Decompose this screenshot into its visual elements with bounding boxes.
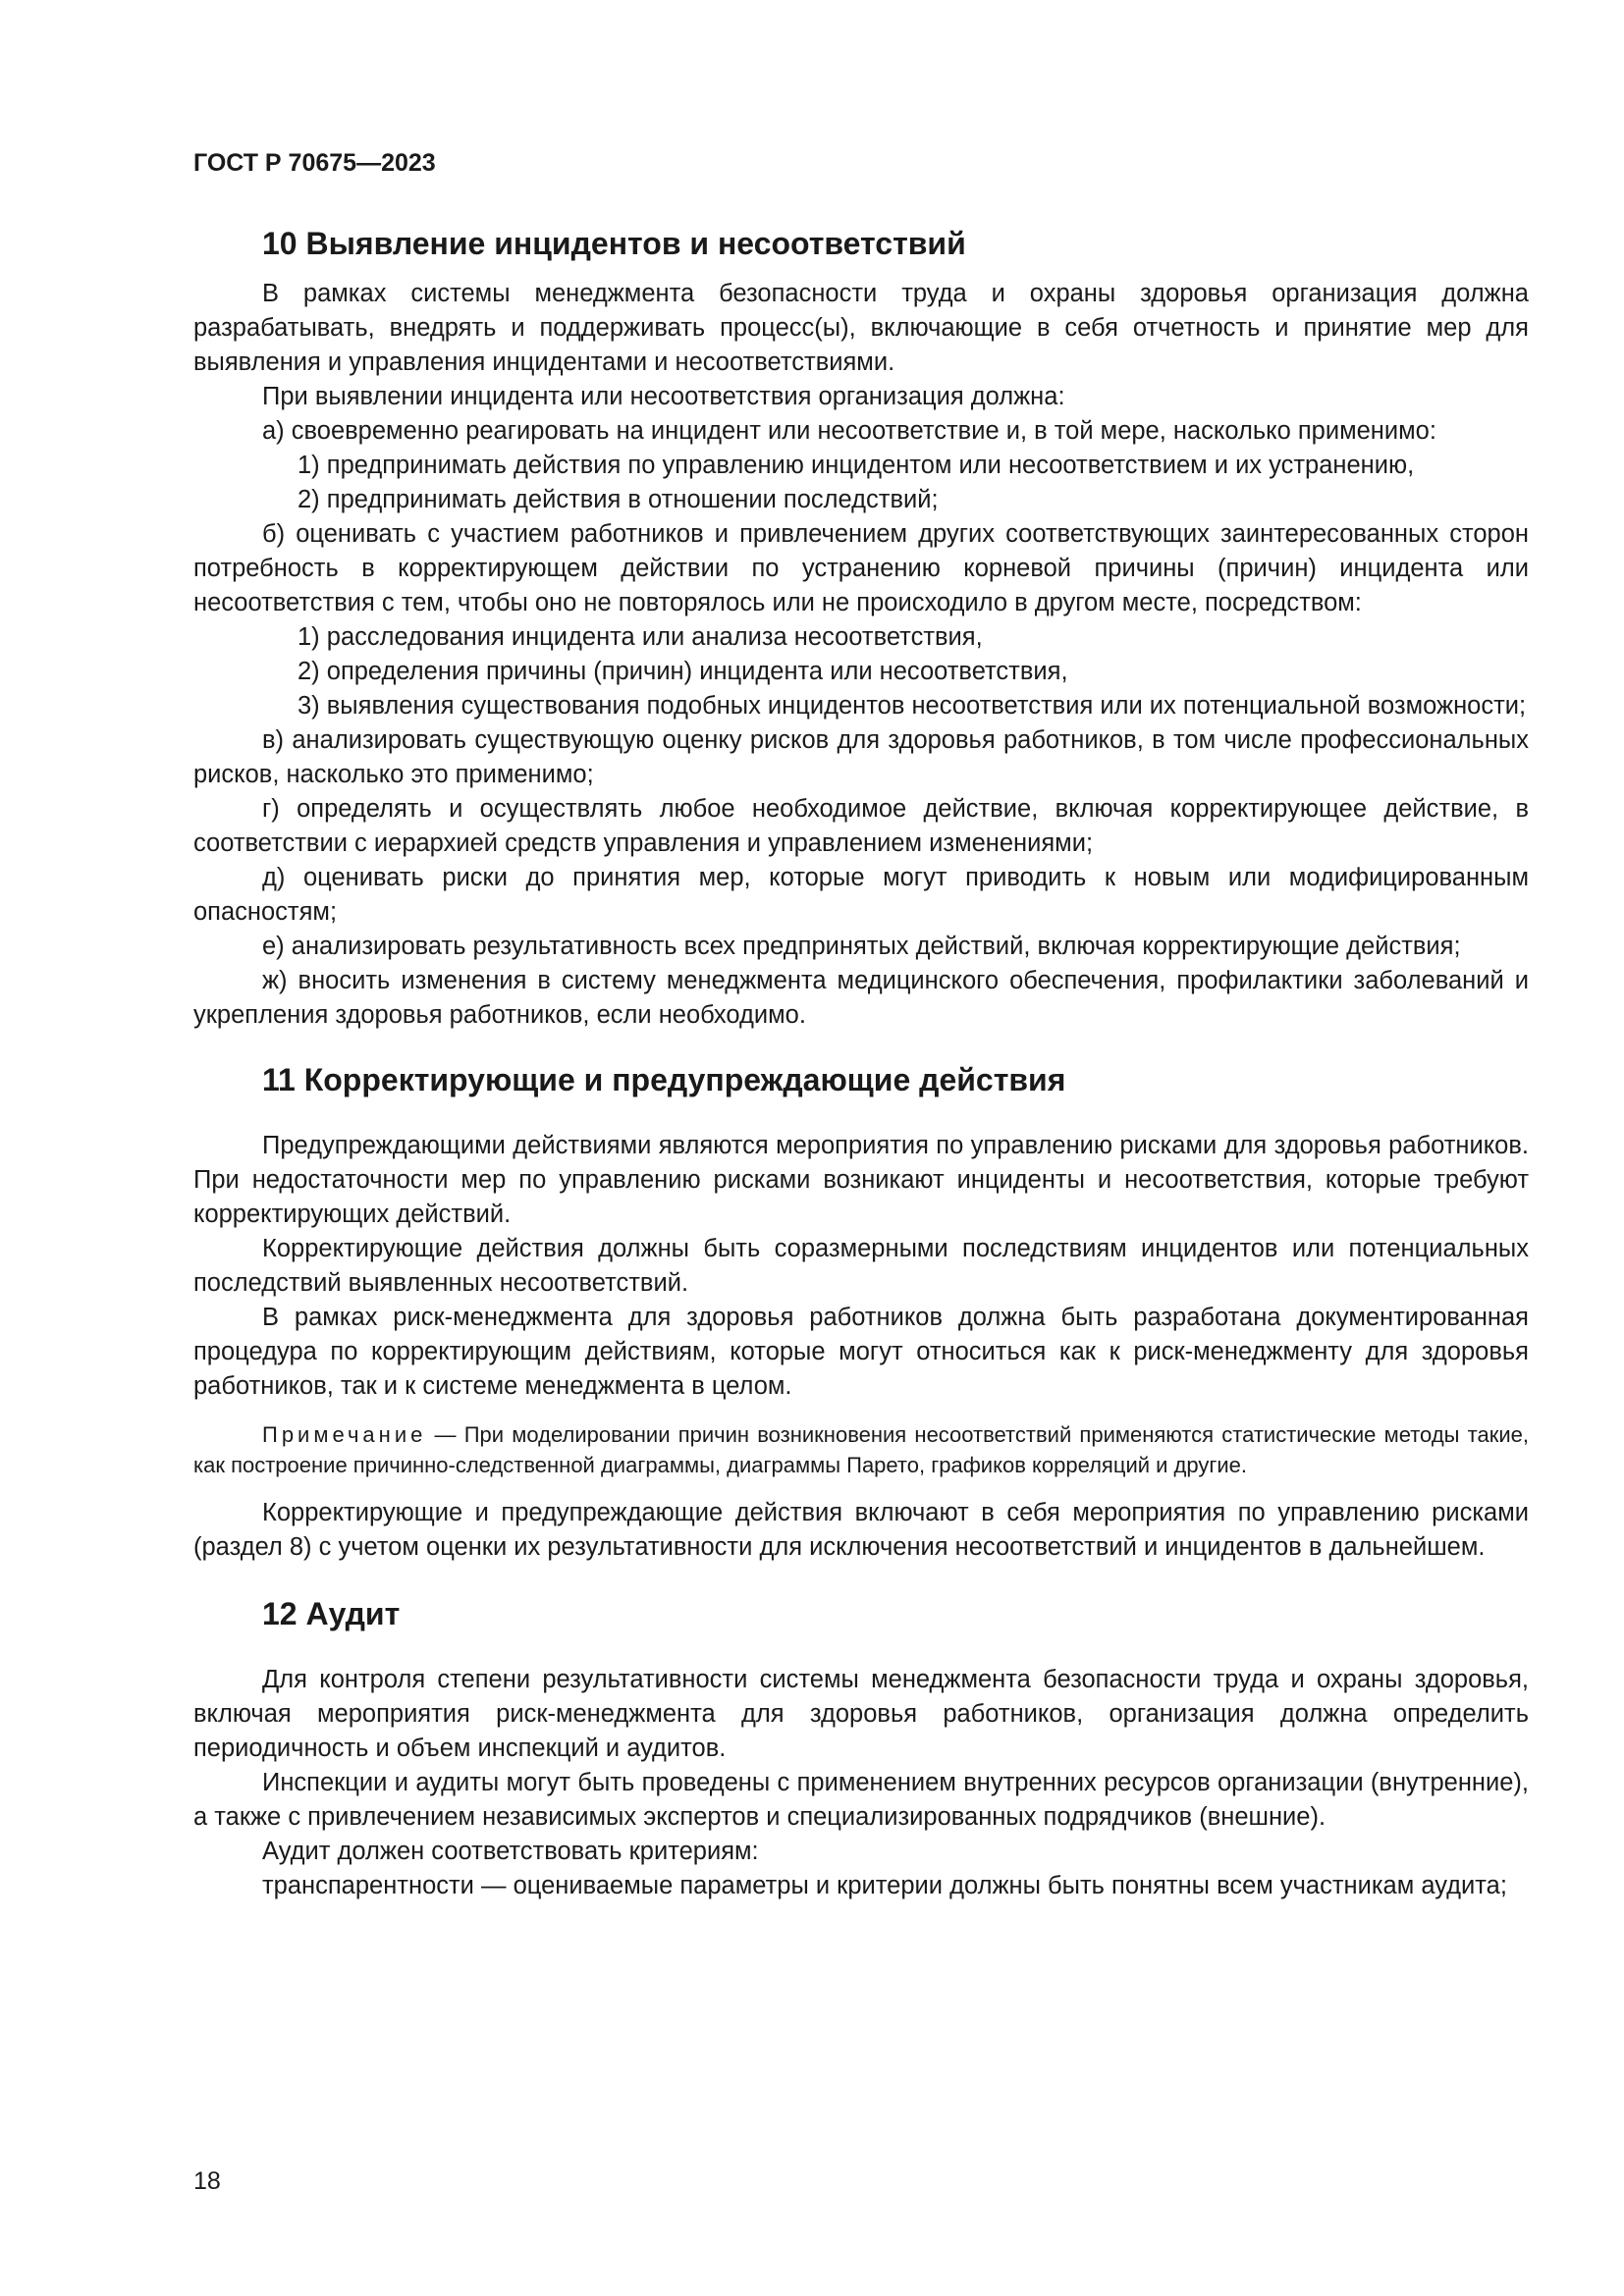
section-11-paragraph-1: Предупреждающими действиями являются мероприятия по управлению рисками для здоровья работников. При недостаточности мер по управлению рисками возникают инциденты и несоответствия, которые требуют корректирующих действий.: [193, 1132, 1529, 1228]
section-10-item-e: е) анализировать результативность всех предпринятых действий, включая корректирующие действия;: [262, 933, 1461, 960]
section-10-item-v: в) анализировать существующую оценку рисков для здоровья работников, в том числе профессиональных рисков, насколько это применимо;: [193, 726, 1529, 788]
document-id-header: ГОСТ Р 70675—2023: [193, 149, 436, 177]
section-11-paragraph-3: В рамках риск-менеджмента для здоровья работников должна быть разработана документированная процедура по корректирующим действиям, которые могут относиться как к риск-менеджменту для здоровья работников, так и к системе менеджмента в целом.: [193, 1304, 1529, 1400]
section-12-paragraph-1: Для контроля степени результативности системы менеджмента безопасности труда и охраны здоровья, включая мероприятия риск-менеджмента для здоровья работников, организация должна определить периодичность и объем инспекций и аудитов.: [193, 1666, 1529, 1762]
section-11-paragraph-2: Корректирующие действия должны быть соразмерными последствиям инцидентов или потенциальных последствий выявленных несоответствий.: [193, 1235, 1529, 1297]
section-12-title: 12 Аудит: [262, 1596, 401, 1631]
section-10-item-a2: 2) предпринимать действия в отношении последствий;: [298, 486, 939, 513]
section-11-title: 11 Корректирующие и предупреждающие действия: [262, 1062, 1066, 1097]
section-10-paragraph-2: При выявлении инцидента или несоответствия организация должна:: [262, 383, 1065, 410]
page-number: 18: [193, 2167, 221, 2195]
section-11-note: [193, 1419, 1529, 1480]
section-10-item-g: г) определять и осуществлять любое необходимое действие, включая корректирующее действие, в соответствии с иерархией средств управления и управлением изменениями;: [193, 795, 1529, 857]
section-10-item-a1: 1) предпринимать действия по управлению инцидентом или несоответствием и их устранению,: [298, 452, 1415, 479]
section-10-item-b: б) оценивать с участием работников и привлечением других соответствующих заинтересованных сторон потребность в корректирующем действии по устранению корневой причины (причин) инцидента или несоответствия с тем, чтобы оно не повторялось или не происходило в другом месте, посредством:: [193, 520, 1529, 616]
section-10-item-b2: 2) определения причины (причин) инцидента или несоответствия,: [298, 658, 1068, 685]
document-body: [193, 224, 1529, 1903]
section-10-item-a: а) своевременно реагировать на инцидент или несоответствие и, в той мере, насколько применимо:: [262, 417, 1436, 445]
section-12-paragraph-3: Аудит должен соответствовать критериям:: [262, 1838, 759, 1865]
section-10-item-b3: 3) выявления существования подобных инцидентов несоответствия или их потенциальной возможности;: [298, 692, 1527, 720]
note-text: — При моделировании причин возникновения несоответствий применяются статистические методы такие, как построение причинно-следственной диаграммы, диаграммы Парето, графиков корреляций и другие.: [193, 1422, 1529, 1477]
section-10-item-zh: ж) вносить изменения в систему менеджмента медицинского обеспечения, профилактики заболеваний и укрепления здоровья работников, если необходимо.: [193, 967, 1529, 1029]
section-12-paragraph-4: транспарентности — оцениваемые параметры и критерии должны быть понятны всем участникам аудита;: [262, 1872, 1507, 1899]
section-12-paragraph-2: Инспекции и аудиты могут быть проведены с применением внутренних ресурсов организации (внутренние), а также с привлечением независимых экспертов и специализированных подрядчиков (внешние).: [193, 1769, 1529, 1831]
section-11-paragraph-4: Корректирующие и предупреждающие действия включают в себя мероприятия по управлению рисками (раздел 8) с учетом оценки их результативности для исключения несоответствий и инцидентов в дальнейшем.: [193, 1499, 1529, 1561]
section-10-item-b1: 1) расследования инцидента или анализа несоответствия,: [298, 623, 983, 651]
note-label: Примечание: [262, 1422, 427, 1447]
section-10-title: 10 Выявление инцидентов и несоответствий: [262, 226, 966, 261]
section-10-item-d: д) оценивать риски до принятия мер, которые могут приводить к новым или модифицированным опасностям;: [193, 864, 1529, 926]
section-10-paragraph-1: В рамках системы менеджмента безопасности труда и охраны здоровья организация должна разрабатывать, внедрять и поддерживать процесс(ы), включающие в себя отчетность и принятие мер для выявления и управления инцидентами и несоответствиями.: [193, 280, 1529, 376]
